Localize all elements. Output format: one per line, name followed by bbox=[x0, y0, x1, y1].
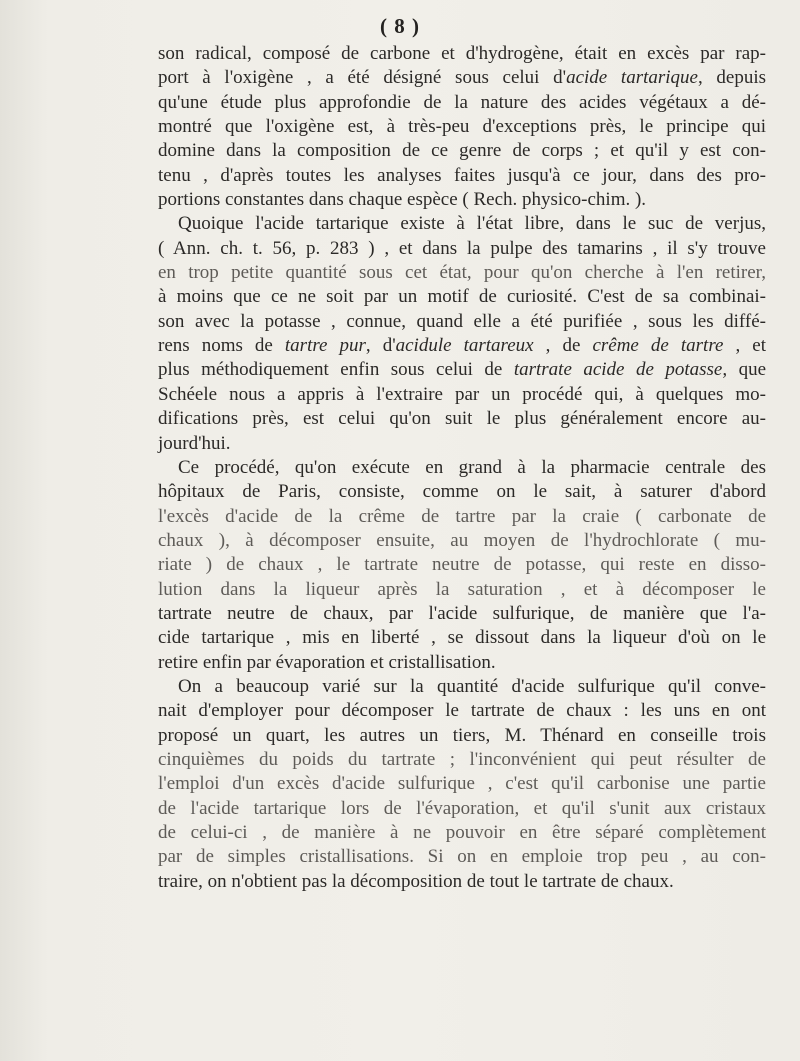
text-line: Ce procédé, qu'on exécute en grand à la pharmacie centrale des bbox=[178, 456, 766, 478]
text-line: lution dans la liqueur après la saturation , et à décomposer le bbox=[158, 578, 766, 600]
text-line: On a beaucoup varié sur la quantité d'acide sulfurique qu'il conve- bbox=[178, 675, 766, 697]
text-line: tartrate neutre de chaux, par l'acide sulfurique, de manière que l'a- bbox=[158, 602, 766, 624]
text-line: difications près, est celui qu'on suit le plus généralement encore au- bbox=[158, 408, 766, 430]
text-line: par de simples cristallisations. Si on en emploie trop peu , au con- bbox=[158, 846, 766, 868]
italic-term: crême de tartre bbox=[592, 335, 724, 357]
text-line: Quoique l'acide tartarique existe à l'état libre, dans le suc de verjus, bbox=[178, 213, 766, 235]
text-line: jourd'hui. bbox=[158, 432, 231, 454]
text-line: montré que l'oxigène est, à très-peu d'exceptions près, le principe qui bbox=[158, 116, 766, 138]
text-line: retire enfin par évaporation et cristallisation. bbox=[158, 651, 496, 673]
paragraph-4 bbox=[158, 675, 766, 894]
paragraph-3 bbox=[158, 456, 766, 675]
text-line: chaux ), à décomposer ensuite, au moyen de l'hydrochlorate ( mu- bbox=[158, 529, 766, 551]
text-line: traire, on n'obtient pas la décomposition de tout le tartrate de chaux. bbox=[158, 870, 674, 892]
text-line: Schéele nous a appris à l'extraire par un procédé qui, à quelques mo- bbox=[158, 383, 766, 405]
text-line: portions constantes dans chaque espèce ( Rech. physico-chim. ). bbox=[158, 189, 647, 211]
text-line: l'excès d'acide de la crême de tartre par la craie ( carbonate de bbox=[158, 505, 766, 527]
text-line: à moins que ce ne soit par un motif de curiosité. C'est de sa combinai- bbox=[158, 286, 766, 308]
text-line: de l'acide tartarique lors de l'évaporation, et qu'il s'unit aux cristaux bbox=[158, 797, 766, 819]
italic-term: tartrate acide de potasse, bbox=[513, 359, 728, 381]
text-line: domine dans la composition de ce genre de corps ; et qu'il y est con- bbox=[158, 140, 766, 162]
text-line: rens noms de tartre pur, d'acidule tartareux , de crême de tartre , et bbox=[158, 335, 767, 357]
page-number: ( 8 ) bbox=[380, 14, 420, 38]
text-line: ( Ann. ch. t. 56, p. 283 ) , et dans la pulpe des tamarins , il s'y trouve bbox=[158, 237, 766, 259]
text-line: cinquièmes du poids du tartrate ; l'inconvénient qui peut résulter de bbox=[158, 748, 766, 770]
text-line: hôpitaux de Paris, consiste, comme on le sait, à saturer d'abord bbox=[158, 481, 766, 503]
text-line: tenu , d'après toutes les analyses faites jusqu'à ce jour, dans des pro- bbox=[158, 164, 766, 186]
text-line: riate ) de chaux , le tartrate neutre de potasse, qui reste en disso- bbox=[158, 554, 766, 576]
italic-term: acidule tartareux bbox=[395, 335, 534, 357]
italic-term: acide tartarique bbox=[566, 67, 698, 89]
text-line: en trop petite quantité sous cet état, pour qu'on cherche à l'en retirer, bbox=[158, 262, 766, 284]
text-line: proposé un quart, les autres un tiers, M. Thénard en conseille trois bbox=[158, 724, 766, 746]
italic-term: tartre pur bbox=[284, 335, 366, 357]
text-line: de celui-ci , de manière à ne pouvoir en être séparé complètement bbox=[158, 822, 766, 843]
paragraph-1 bbox=[158, 42, 766, 212]
text-line: l'emploi d'un excès d'acide sulfurique , c'est qu'il carbonise une partie bbox=[158, 773, 766, 795]
text-line: nait d'employer pour décomposer le tartrate de chaux : les uns en ont bbox=[158, 700, 766, 722]
text-line: plus méthodiquement enfin sous celui de tartrate acide de potasse, que bbox=[158, 359, 767, 381]
body-text bbox=[158, 42, 766, 894]
text-line: son avec la potasse , connue, quand elle a été purifiée , sous les diffé- bbox=[158, 310, 766, 332]
text-line: port à l'oxigène , a été désigné sous celui d'acide tartarique, depuis bbox=[158, 67, 767, 89]
paragraph-2 bbox=[158, 212, 766, 455]
text-line: cide tartarique , mis en liberté , se dissout dans la liqueur d'où on le bbox=[158, 627, 766, 649]
text-line: qu'une étude plus approfondie de la nature des acides végétaux a dé- bbox=[158, 91, 766, 113]
text-line: son radical, composé de carbone et d'hydrogène, était en excès par rap- bbox=[158, 43, 766, 64]
